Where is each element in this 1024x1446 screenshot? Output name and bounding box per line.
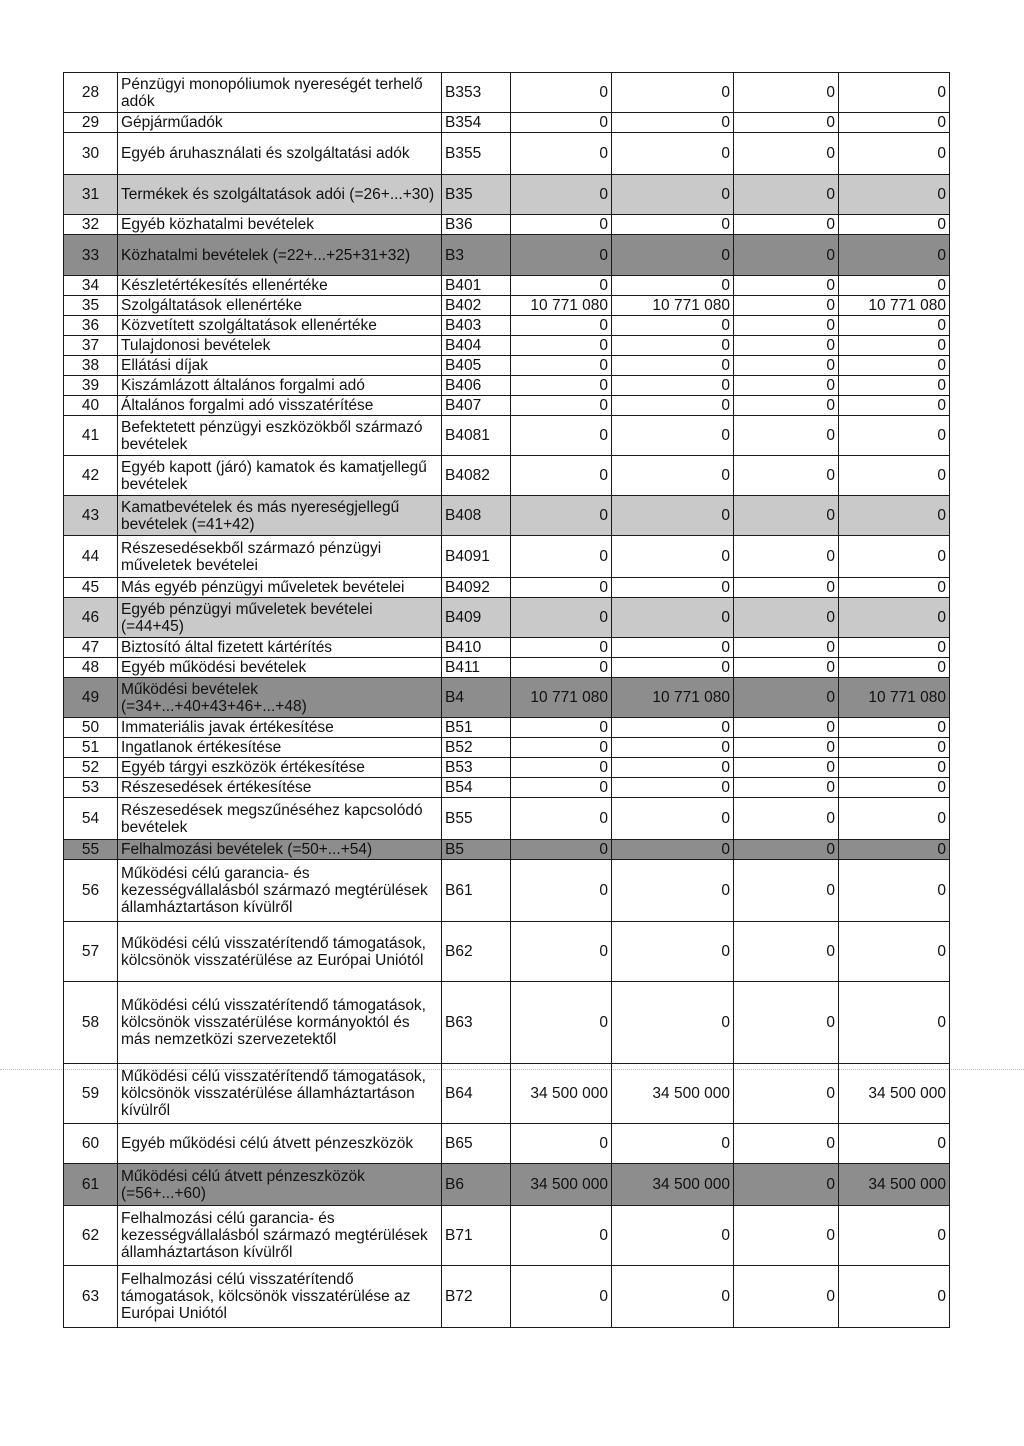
row-code: B51 bbox=[442, 718, 511, 738]
value-col-1: 0 bbox=[511, 598, 612, 638]
value-col-1: 0 bbox=[511, 1206, 612, 1266]
row-code: B4092 bbox=[442, 578, 511, 598]
value-col-2: 34 500 000 bbox=[612, 1164, 734, 1206]
row-number: 35 bbox=[64, 296, 118, 316]
value-col-1: 0 bbox=[511, 456, 612, 496]
row-number: 38 bbox=[64, 356, 118, 376]
value-col-2: 0 bbox=[612, 456, 734, 496]
value-col-1: 0 bbox=[511, 982, 612, 1064]
table-row bbox=[64, 356, 950, 376]
value-col-4: 0 bbox=[839, 456, 950, 496]
row-label: Pénzügyi monopóliumok nyereségét terhelő adók bbox=[118, 73, 442, 113]
value-col-1: 0 bbox=[511, 235, 612, 276]
value-col-4: 34 500 000 bbox=[839, 1164, 950, 1206]
value-col-4: 0 bbox=[839, 316, 950, 336]
table-row bbox=[64, 798, 950, 840]
table-row bbox=[64, 840, 950, 860]
row-label: Termékek és szolgáltatások adói (=26+...+30) bbox=[118, 175, 442, 215]
table-row bbox=[64, 376, 950, 396]
value-col-1: 34 500 000 bbox=[511, 1164, 612, 1206]
value-col-2: 0 bbox=[612, 356, 734, 376]
row-label: Működési célú visszatérítendő támogatások, kölcsönök visszatérülése kormányoktól és más nemzetközi szervezetektől bbox=[118, 982, 442, 1064]
value-col-4: 0 bbox=[839, 840, 950, 860]
table-body bbox=[64, 73, 950, 1328]
value-col-3: 0 bbox=[734, 396, 839, 416]
row-label: Egyéb közhatalmi bevételek bbox=[118, 215, 442, 235]
row-label: Működési célú átvett pénzeszközök (=56+...+60) bbox=[118, 1164, 442, 1206]
value-col-4: 0 bbox=[839, 718, 950, 738]
value-col-3: 0 bbox=[734, 1064, 839, 1124]
row-number: 36 bbox=[64, 316, 118, 336]
row-code: B5 bbox=[442, 840, 511, 860]
table-row bbox=[64, 456, 950, 496]
value-col-2: 0 bbox=[612, 598, 734, 638]
value-col-1: 0 bbox=[511, 175, 612, 215]
value-col-4: 0 bbox=[839, 1206, 950, 1266]
row-number: 31 bbox=[64, 175, 118, 215]
value-col-2: 0 bbox=[612, 1266, 734, 1328]
row-label: Felhalmozási bevételek (=50+...+54) bbox=[118, 840, 442, 860]
row-label: Egyéb működési célú átvett pénzeszközök bbox=[118, 1124, 442, 1164]
table-row bbox=[64, 396, 950, 416]
table-row bbox=[64, 1206, 950, 1266]
row-number: 42 bbox=[64, 456, 118, 496]
value-col-4: 0 bbox=[839, 376, 950, 396]
row-code: B71 bbox=[442, 1206, 511, 1266]
value-col-1: 10 771 080 bbox=[511, 296, 612, 316]
value-col-4: 0 bbox=[839, 215, 950, 235]
value-col-4: 0 bbox=[839, 113, 950, 133]
row-code: B55 bbox=[442, 798, 511, 840]
value-col-4: 0 bbox=[839, 133, 950, 175]
value-col-3: 0 bbox=[734, 982, 839, 1064]
row-number: 43 bbox=[64, 496, 118, 536]
row-code: B4082 bbox=[442, 456, 511, 496]
row-code: B63 bbox=[442, 982, 511, 1064]
value-col-4: 0 bbox=[839, 578, 950, 598]
value-col-1: 0 bbox=[511, 536, 612, 578]
row-code: B6 bbox=[442, 1164, 511, 1206]
value-col-3: 0 bbox=[734, 536, 839, 578]
value-col-2: 0 bbox=[612, 133, 734, 175]
row-number: 49 bbox=[64, 678, 118, 718]
value-col-3: 0 bbox=[734, 798, 839, 840]
row-number: 54 bbox=[64, 798, 118, 840]
row-label: Ellátási díjak bbox=[118, 356, 442, 376]
value-col-1: 0 bbox=[511, 578, 612, 598]
value-col-1: 0 bbox=[511, 215, 612, 235]
row-code: B408 bbox=[442, 496, 511, 536]
value-col-4: 0 bbox=[839, 73, 950, 113]
value-col-4: 0 bbox=[839, 860, 950, 922]
value-col-1: 0 bbox=[511, 276, 612, 296]
row-label: Kiszámlázott általános forgalmi adó bbox=[118, 376, 442, 396]
table-row bbox=[64, 678, 950, 718]
value-col-3: 0 bbox=[734, 758, 839, 778]
row-number: 33 bbox=[64, 235, 118, 276]
row-code: B402 bbox=[442, 296, 511, 316]
value-col-1: 0 bbox=[511, 336, 612, 356]
row-label: Részesedésekből származó pénzügyi műveletek bevételei bbox=[118, 536, 442, 578]
value-col-3: 0 bbox=[734, 598, 839, 638]
row-code: B403 bbox=[442, 316, 511, 336]
row-number: 48 bbox=[64, 658, 118, 678]
row-number: 52 bbox=[64, 758, 118, 778]
value-col-3: 0 bbox=[734, 316, 839, 336]
row-number: 32 bbox=[64, 215, 118, 235]
value-col-3: 0 bbox=[734, 376, 839, 396]
row-number: 51 bbox=[64, 738, 118, 758]
row-code: B407 bbox=[442, 396, 511, 416]
value-col-2: 0 bbox=[612, 536, 734, 578]
value-col-4: 10 771 080 bbox=[839, 678, 950, 718]
row-number: 29 bbox=[64, 113, 118, 133]
row-code: B52 bbox=[442, 738, 511, 758]
table-row bbox=[64, 578, 950, 598]
value-col-2: 34 500 000 bbox=[612, 1064, 734, 1124]
row-label: Biztosító által fizetett kártérítés bbox=[118, 638, 442, 658]
value-col-1: 0 bbox=[511, 860, 612, 922]
table-row bbox=[64, 336, 950, 356]
value-col-2: 0 bbox=[612, 113, 734, 133]
value-col-2: 0 bbox=[612, 738, 734, 758]
value-col-4: 0 bbox=[839, 1266, 950, 1328]
row-number: 39 bbox=[64, 376, 118, 396]
value-col-2: 0 bbox=[612, 416, 734, 456]
value-col-2: 0 bbox=[612, 578, 734, 598]
row-label: Közvetített szolgáltatások ellenértéke bbox=[118, 316, 442, 336]
value-col-3: 0 bbox=[734, 638, 839, 658]
value-col-2: 10 771 080 bbox=[612, 296, 734, 316]
value-col-3: 0 bbox=[734, 922, 839, 982]
row-number: 45 bbox=[64, 578, 118, 598]
value-col-4: 0 bbox=[839, 1124, 950, 1164]
row-number: 34 bbox=[64, 276, 118, 296]
value-col-4: 0 bbox=[839, 356, 950, 376]
table-row bbox=[64, 416, 950, 456]
table-row bbox=[64, 536, 950, 578]
value-col-3: 0 bbox=[734, 578, 839, 598]
table-row bbox=[64, 860, 950, 922]
row-label: Tulajdonosi bevételek bbox=[118, 336, 442, 356]
row-number: 30 bbox=[64, 133, 118, 175]
row-code: B62 bbox=[442, 922, 511, 982]
value-col-1: 0 bbox=[511, 396, 612, 416]
value-col-3: 0 bbox=[734, 678, 839, 718]
row-number: 44 bbox=[64, 536, 118, 578]
row-code: B4 bbox=[442, 678, 511, 718]
value-col-4: 0 bbox=[839, 922, 950, 982]
row-number: 50 bbox=[64, 718, 118, 738]
value-col-1: 0 bbox=[511, 638, 612, 658]
row-code: B3 bbox=[442, 235, 511, 276]
value-col-4: 0 bbox=[839, 175, 950, 215]
value-col-3: 0 bbox=[734, 778, 839, 798]
value-col-3: 0 bbox=[734, 718, 839, 738]
value-col-2: 0 bbox=[612, 396, 734, 416]
row-code: B4081 bbox=[442, 416, 511, 456]
value-col-2: 0 bbox=[612, 860, 734, 922]
row-label: Gépjárműadók bbox=[118, 113, 442, 133]
value-col-1: 0 bbox=[511, 73, 612, 113]
value-col-2: 0 bbox=[612, 798, 734, 840]
table-row bbox=[64, 922, 950, 982]
value-col-1: 0 bbox=[511, 496, 612, 536]
value-col-1: 0 bbox=[511, 738, 612, 758]
row-code: B36 bbox=[442, 215, 511, 235]
row-code: B61 bbox=[442, 860, 511, 922]
value-col-4: 0 bbox=[839, 496, 950, 536]
table-row bbox=[64, 738, 950, 758]
row-label: Általános forgalmi adó visszatérítése bbox=[118, 396, 442, 416]
row-number: 56 bbox=[64, 860, 118, 922]
row-code: B4091 bbox=[442, 536, 511, 578]
value-col-2: 0 bbox=[612, 1124, 734, 1164]
row-label: Részesedések megszűnéséhez kapcsolódó bevételek bbox=[118, 798, 442, 840]
value-col-4: 0 bbox=[839, 778, 950, 798]
row-code: B354 bbox=[442, 113, 511, 133]
row-code: B405 bbox=[442, 356, 511, 376]
value-col-4: 0 bbox=[839, 798, 950, 840]
table-row bbox=[64, 758, 950, 778]
row-label: Egyéb áruhasználati és szolgáltatási adók bbox=[118, 133, 442, 175]
value-col-2: 0 bbox=[612, 718, 734, 738]
row-number: 28 bbox=[64, 73, 118, 113]
value-col-3: 0 bbox=[734, 113, 839, 133]
value-col-4: 0 bbox=[839, 235, 950, 276]
table-row bbox=[64, 133, 950, 175]
value-col-2: 0 bbox=[612, 638, 734, 658]
table-row bbox=[64, 598, 950, 638]
value-col-3: 0 bbox=[734, 1266, 839, 1328]
value-col-4: 0 bbox=[839, 658, 950, 678]
value-col-2: 0 bbox=[612, 215, 734, 235]
row-label: Szolgáltatások ellenértéke bbox=[118, 296, 442, 316]
row-number: 62 bbox=[64, 1206, 118, 1266]
value-col-2: 0 bbox=[612, 376, 734, 396]
row-label: Ingatlanok értékesítése bbox=[118, 738, 442, 758]
row-code: B406 bbox=[442, 376, 511, 396]
value-col-2: 0 bbox=[612, 175, 734, 215]
table-row bbox=[64, 296, 950, 316]
row-label: Egyéb pénzügyi műveletek bevételei (=44+45) bbox=[118, 598, 442, 638]
value-col-4: 0 bbox=[839, 982, 950, 1064]
value-col-1: 10 771 080 bbox=[511, 678, 612, 718]
row-code: B401 bbox=[442, 276, 511, 296]
row-code: B410 bbox=[442, 638, 511, 658]
value-col-3: 0 bbox=[734, 1206, 839, 1266]
row-number: 61 bbox=[64, 1164, 118, 1206]
value-col-3: 0 bbox=[734, 840, 839, 860]
row-code: B404 bbox=[442, 336, 511, 356]
row-code: B64 bbox=[442, 1064, 511, 1124]
value-col-4: 0 bbox=[839, 598, 950, 638]
table-row bbox=[64, 113, 950, 133]
row-code: B409 bbox=[442, 598, 511, 638]
table-row bbox=[64, 175, 950, 215]
value-col-3: 0 bbox=[734, 133, 839, 175]
value-col-1: 0 bbox=[511, 1266, 612, 1328]
table-row bbox=[64, 316, 950, 336]
value-col-2: 0 bbox=[612, 840, 734, 860]
value-col-4: 0 bbox=[839, 416, 950, 456]
row-code: B35 bbox=[442, 175, 511, 215]
row-number: 57 bbox=[64, 922, 118, 982]
table-row bbox=[64, 215, 950, 235]
value-col-1: 0 bbox=[511, 1124, 612, 1164]
value-col-3: 0 bbox=[734, 73, 839, 113]
value-col-3: 0 bbox=[734, 215, 839, 235]
value-col-2: 0 bbox=[612, 496, 734, 536]
table-row bbox=[64, 235, 950, 276]
value-col-1: 0 bbox=[511, 778, 612, 798]
row-label: Készletértékesítés ellenértéke bbox=[118, 276, 442, 296]
row-label: Immateriális javak értékesítése bbox=[118, 718, 442, 738]
value-col-2: 0 bbox=[612, 658, 734, 678]
value-col-3: 0 bbox=[734, 296, 839, 316]
value-col-3: 0 bbox=[734, 276, 839, 296]
row-number: 47 bbox=[64, 638, 118, 658]
value-col-3: 0 bbox=[734, 336, 839, 356]
row-label: Felhalmozási célú garancia- és kezességvállalásból származó megtérülések államháztartáson kívülről bbox=[118, 1206, 442, 1266]
table-row bbox=[64, 658, 950, 678]
value-col-3: 0 bbox=[734, 1124, 839, 1164]
value-col-2: 0 bbox=[612, 758, 734, 778]
value-col-2: 0 bbox=[612, 73, 734, 113]
row-number: 41 bbox=[64, 416, 118, 456]
row-label: Más egyéb pénzügyi műveletek bevételei bbox=[118, 578, 442, 598]
value-col-4: 0 bbox=[839, 738, 950, 758]
row-number: 63 bbox=[64, 1266, 118, 1328]
row-number: 58 bbox=[64, 982, 118, 1064]
value-col-4: 0 bbox=[839, 396, 950, 416]
value-col-1: 0 bbox=[511, 316, 612, 336]
row-code: B54 bbox=[442, 778, 511, 798]
row-number: 55 bbox=[64, 840, 118, 860]
table-row bbox=[64, 718, 950, 738]
row-code: B411 bbox=[442, 658, 511, 678]
row-code: B353 bbox=[442, 73, 511, 113]
value-col-1: 0 bbox=[511, 840, 612, 860]
value-col-2: 0 bbox=[612, 276, 734, 296]
row-number: 53 bbox=[64, 778, 118, 798]
value-col-4: 10 771 080 bbox=[839, 296, 950, 316]
value-col-4: 0 bbox=[839, 758, 950, 778]
table-row bbox=[64, 638, 950, 658]
row-label: Felhalmozási célú visszatérítendő támogatások, kölcsönök visszatérülése az Európai Uniótól bbox=[118, 1266, 442, 1328]
value-col-3: 0 bbox=[734, 175, 839, 215]
row-label: Kamatbevételek és más nyereségjellegű bevételek (=41+42) bbox=[118, 496, 442, 536]
value-col-1: 0 bbox=[511, 416, 612, 456]
row-code: B355 bbox=[442, 133, 511, 175]
value-col-2: 0 bbox=[612, 316, 734, 336]
value-col-1: 0 bbox=[511, 133, 612, 175]
value-col-3: 0 bbox=[734, 416, 839, 456]
table-row bbox=[64, 73, 950, 113]
table-row bbox=[64, 496, 950, 536]
value-col-2: 0 bbox=[612, 922, 734, 982]
row-label: Befektetett pénzügyi eszközökből származó bevételek bbox=[118, 416, 442, 456]
row-label: Egyéb működési bevételek bbox=[118, 658, 442, 678]
table-row bbox=[64, 1124, 950, 1164]
value-col-1: 0 bbox=[511, 758, 612, 778]
row-number: 46 bbox=[64, 598, 118, 638]
row-label: Egyéb kapott (járó) kamatok és kamatjellegű bevételek bbox=[118, 456, 442, 496]
value-col-3: 0 bbox=[734, 356, 839, 376]
row-label: Működési célú garancia- és kezességvállalásból származó megtérülések államháztartáson kívülről bbox=[118, 860, 442, 922]
row-number: 60 bbox=[64, 1124, 118, 1164]
value-col-4: 0 bbox=[839, 336, 950, 356]
value-col-1: 0 bbox=[511, 658, 612, 678]
revenue-table bbox=[63, 72, 950, 1328]
value-col-1: 0 bbox=[511, 113, 612, 133]
value-col-3: 0 bbox=[734, 235, 839, 276]
row-label: Egyéb tárgyi eszközök értékesítése bbox=[118, 758, 442, 778]
value-col-2: 0 bbox=[612, 235, 734, 276]
row-label: Részesedések értékesítése bbox=[118, 778, 442, 798]
value-col-4: 34 500 000 bbox=[839, 1064, 950, 1124]
value-col-1: 0 bbox=[511, 356, 612, 376]
value-col-3: 0 bbox=[734, 496, 839, 536]
table-row bbox=[64, 1266, 950, 1328]
value-col-3: 0 bbox=[734, 1164, 839, 1206]
table-row bbox=[64, 276, 950, 296]
row-number: 40 bbox=[64, 396, 118, 416]
value-col-1: 0 bbox=[511, 376, 612, 396]
row-label: Működési célú visszatérítendő támogatások, kölcsönök visszatérülése az Európai Uniótól bbox=[118, 922, 442, 982]
table-row bbox=[64, 982, 950, 1064]
row-number: 37 bbox=[64, 336, 118, 356]
table-row bbox=[64, 1164, 950, 1206]
row-code: B65 bbox=[442, 1124, 511, 1164]
table-row bbox=[64, 778, 950, 798]
row-label: Működési bevételek (=34+...+40+43+46+...+48) bbox=[118, 678, 442, 718]
value-col-1: 34 500 000 bbox=[511, 1064, 612, 1124]
value-col-2: 0 bbox=[612, 778, 734, 798]
value-col-3: 0 bbox=[734, 658, 839, 678]
value-col-2: 10 771 080 bbox=[612, 678, 734, 718]
value-col-1: 0 bbox=[511, 718, 612, 738]
value-col-1: 0 bbox=[511, 922, 612, 982]
value-col-4: 0 bbox=[839, 276, 950, 296]
value-col-4: 0 bbox=[839, 536, 950, 578]
value-col-1: 0 bbox=[511, 798, 612, 840]
value-col-3: 0 bbox=[734, 738, 839, 758]
row-label: Közhatalmi bevételek (=22+...+25+31+32) bbox=[118, 235, 442, 276]
value-col-2: 0 bbox=[612, 1206, 734, 1266]
table-row bbox=[64, 1064, 950, 1124]
value-col-2: 0 bbox=[612, 982, 734, 1064]
value-col-4: 0 bbox=[839, 638, 950, 658]
value-col-2: 0 bbox=[612, 336, 734, 356]
row-label: Működési célú visszatérítendő támogatások, kölcsönök visszatérülése államháztartáson kívülről bbox=[118, 1064, 442, 1124]
value-col-3: 0 bbox=[734, 456, 839, 496]
value-col-3: 0 bbox=[734, 860, 839, 922]
row-code: B53 bbox=[442, 758, 511, 778]
row-code: B72 bbox=[442, 1266, 511, 1328]
row-number: 59 bbox=[64, 1064, 118, 1124]
